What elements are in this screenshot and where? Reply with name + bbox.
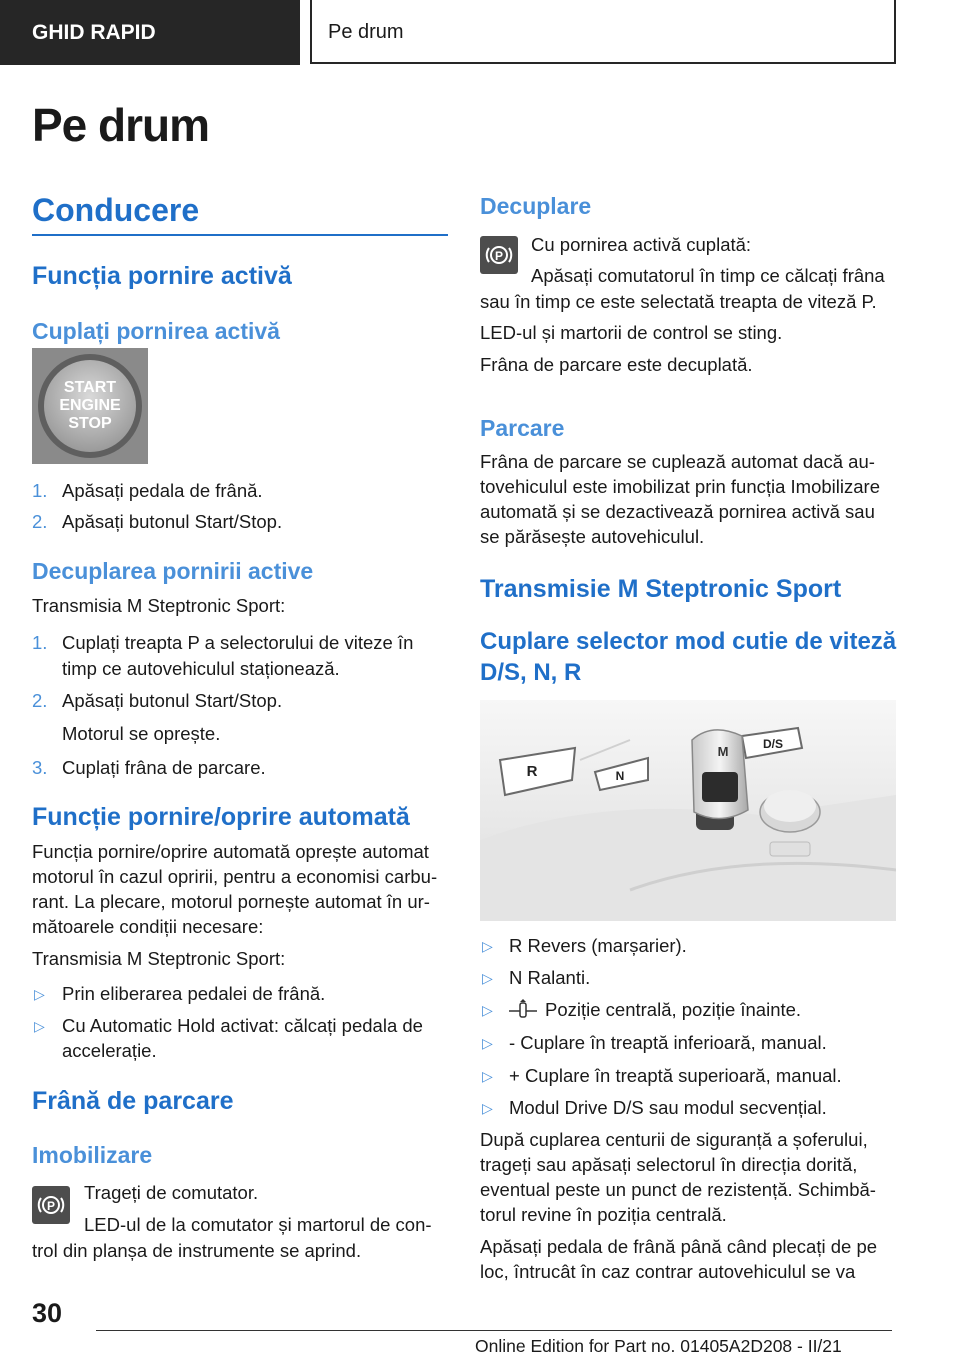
gear-n-label: N	[615, 769, 625, 783]
heading-cuplati-pornirea: Cuplați pornirea activă	[32, 318, 280, 344]
gear-bullet-text: N Ralanti.	[509, 967, 591, 988]
parking-brake-icon	[480, 236, 518, 274]
imobilizare-text: Trageți de comutator.	[84, 1182, 259, 1203]
paragraph-line: Apăsați pedala de frână până când plecați de pe	[480, 1236, 878, 1257]
svg-text:P: P	[494, 249, 504, 263]
step-text: Apăsați pedala de frână.	[62, 480, 263, 501]
bullet-triangle-icon: ▷	[482, 1100, 493, 1116]
footer-edition: Online Edition for Part no. 01405A2D208 - II/21	[475, 1336, 842, 1356]
heading-cuplare-selector: Cuplare selector mod cutie de viteză	[480, 628, 897, 655]
bullet-text: accelerație.	[62, 1040, 157, 1061]
paragraph-line: Funcția pornire/oprire automată oprește automat	[32, 841, 429, 862]
transmisia-label: Transmisia M Steptronic Sport:	[32, 948, 286, 969]
step-text: Apăsați butonul Start/Stop.	[62, 511, 283, 532]
paragraph-line: După cuplarea centurii de siguranță a șoferului,	[480, 1129, 868, 1150]
bullet-triangle-icon: ▷	[482, 1068, 493, 1084]
paragraph-line: eventual peste un punct de rezistență. Schimbă-	[480, 1179, 876, 1200]
step-number: 3.	[32, 757, 48, 778]
heading-decuplarea: Decuplarea pornirii active	[32, 558, 314, 584]
paragraph-line: loc, întrucât în caz contrar autovehiculul se va	[480, 1261, 856, 1282]
start-label: START	[63, 379, 117, 396]
paragraph-line: mătoarele condiții necesare:	[32, 916, 264, 937]
bullet-text: Cu Automatic Hold activat: călcați pedala de	[62, 1015, 423, 1036]
step-text: Apăsați butonul Start/Stop.	[62, 690, 283, 711]
gear-bullet-text: + Cuplare în treaptă superioară, manual.	[509, 1065, 842, 1086]
bullet-triangle-icon: ▷	[482, 1035, 493, 1051]
step-text: Motorul se oprește.	[62, 723, 221, 744]
paragraph-line: trageți sau apăsați selectorul în direcția dorită,	[480, 1154, 858, 1175]
paragraph-line: Frâna de parcare se cuplează automat dacă au-	[480, 451, 875, 472]
gear-bullet-text: - Cuplare în treaptă inferioară, manual.	[509, 1032, 827, 1053]
heading-imobilizare: Imobilizare	[32, 1142, 153, 1168]
heading-functia-pornire: Funcția pornire activă	[32, 262, 292, 290]
start-stop-button-icon	[32, 348, 148, 464]
gear-r-label: R	[526, 763, 538, 780]
stop-label: STOP	[68, 415, 112, 432]
footer-rule	[96, 1330, 892, 1331]
section-label: GHID RAPID	[0, 0, 300, 65]
transmisia-label: Transmisia M Steptronic Sport:	[32, 595, 286, 616]
imobilizare-text: trol din planșa de instrumente se aprind.	[32, 1240, 362, 1261]
imobilizare-text: LED-ul de la comutator și martorul de con-	[84, 1214, 432, 1235]
step-number: 1.	[32, 480, 48, 501]
paragraph-line: se părăsește autovehiculul.	[480, 526, 705, 547]
step-text: timp ce autovehiculul staționează.	[62, 658, 340, 679]
heading-conducere: Conducere	[32, 192, 200, 228]
paragraph-line: motorul în cazul opririi, pentru a economisi carbu-	[32, 866, 438, 887]
paragraph-line: tovehiculul este imobilizat prin funcția Imobilizare	[480, 476, 880, 497]
paragraph-line: torul revine în poziția centrală.	[480, 1204, 727, 1225]
gear-bullet-text: Modul Drive D/S sau modul secvențial.	[509, 1097, 827, 1118]
bullet-triangle-icon: ▷	[482, 970, 493, 986]
decuplare-text: Apăsați comutatorul în timp ce călcați frâna	[531, 265, 885, 286]
heading-auto-start-stop: Funcție pornire/oprire automată	[32, 803, 410, 831]
heading-cuplare-selector: D/S, N, R	[480, 659, 582, 686]
paragraph-line: rant. La plecare, motorul pornește automat în ur-	[32, 891, 430, 912]
gear-bullet-text: Poziție centrală, poziție înainte.	[545, 999, 802, 1020]
center-position-icon	[509, 999, 537, 1021]
gear-bullet-text: R Revers (marșarier).	[509, 935, 687, 956]
bullet-triangle-icon: ▷	[34, 1018, 45, 1034]
page-number: 30	[32, 1298, 63, 1328]
decuplare-text: Cu pornirea activă cuplată:	[531, 234, 752, 255]
svg-text:P: P	[46, 1199, 56, 1213]
step-number: 1.	[32, 632, 48, 653]
decuplare-text: LED-ul și martorii de control se sting.	[480, 322, 783, 343]
heading-rule	[32, 234, 448, 236]
heading-transmisie: Transmisie M Steptronic Sport	[480, 575, 842, 603]
heading-parcare: Parcare	[480, 415, 565, 441]
gear-selector-image	[480, 700, 896, 921]
paragraph-line: automată și se dezactivează pornirea activă sau	[480, 501, 875, 522]
decuplare-text: Frâna de parcare este decuplată.	[480, 354, 753, 375]
step-text: Cuplați treapta P a selectorului de viteze în	[62, 632, 414, 653]
bullet-triangle-icon: ▷	[34, 986, 45, 1002]
gear-m-label: M	[717, 744, 729, 759]
bullet-triangle-icon: ▷	[482, 938, 493, 954]
step-number: 2.	[32, 690, 48, 711]
bullet-text: Prin eliberarea pedalei de frână.	[62, 983, 326, 1004]
heading-frana-parcare: Frână de parcare	[32, 1087, 234, 1115]
decuplare-text: sau în timp ce este selectată treapta de viteză P.	[480, 291, 877, 312]
step-text: Cuplați frâna de parcare.	[62, 757, 266, 778]
bullet-triangle-icon: ▷	[482, 1002, 493, 1018]
heading-decuplare: Decuplare	[480, 193, 592, 219]
engine-label: ENGINE	[59, 397, 121, 414]
page-title: Pe drum	[32, 99, 210, 151]
parking-brake-icon	[32, 1186, 70, 1224]
step-number: 2.	[32, 511, 48, 532]
start-stop-button-image	[32, 348, 148, 464]
chapter-label: Pe drum	[310, 0, 896, 64]
gear-ds-label: D/S	[762, 737, 784, 751]
